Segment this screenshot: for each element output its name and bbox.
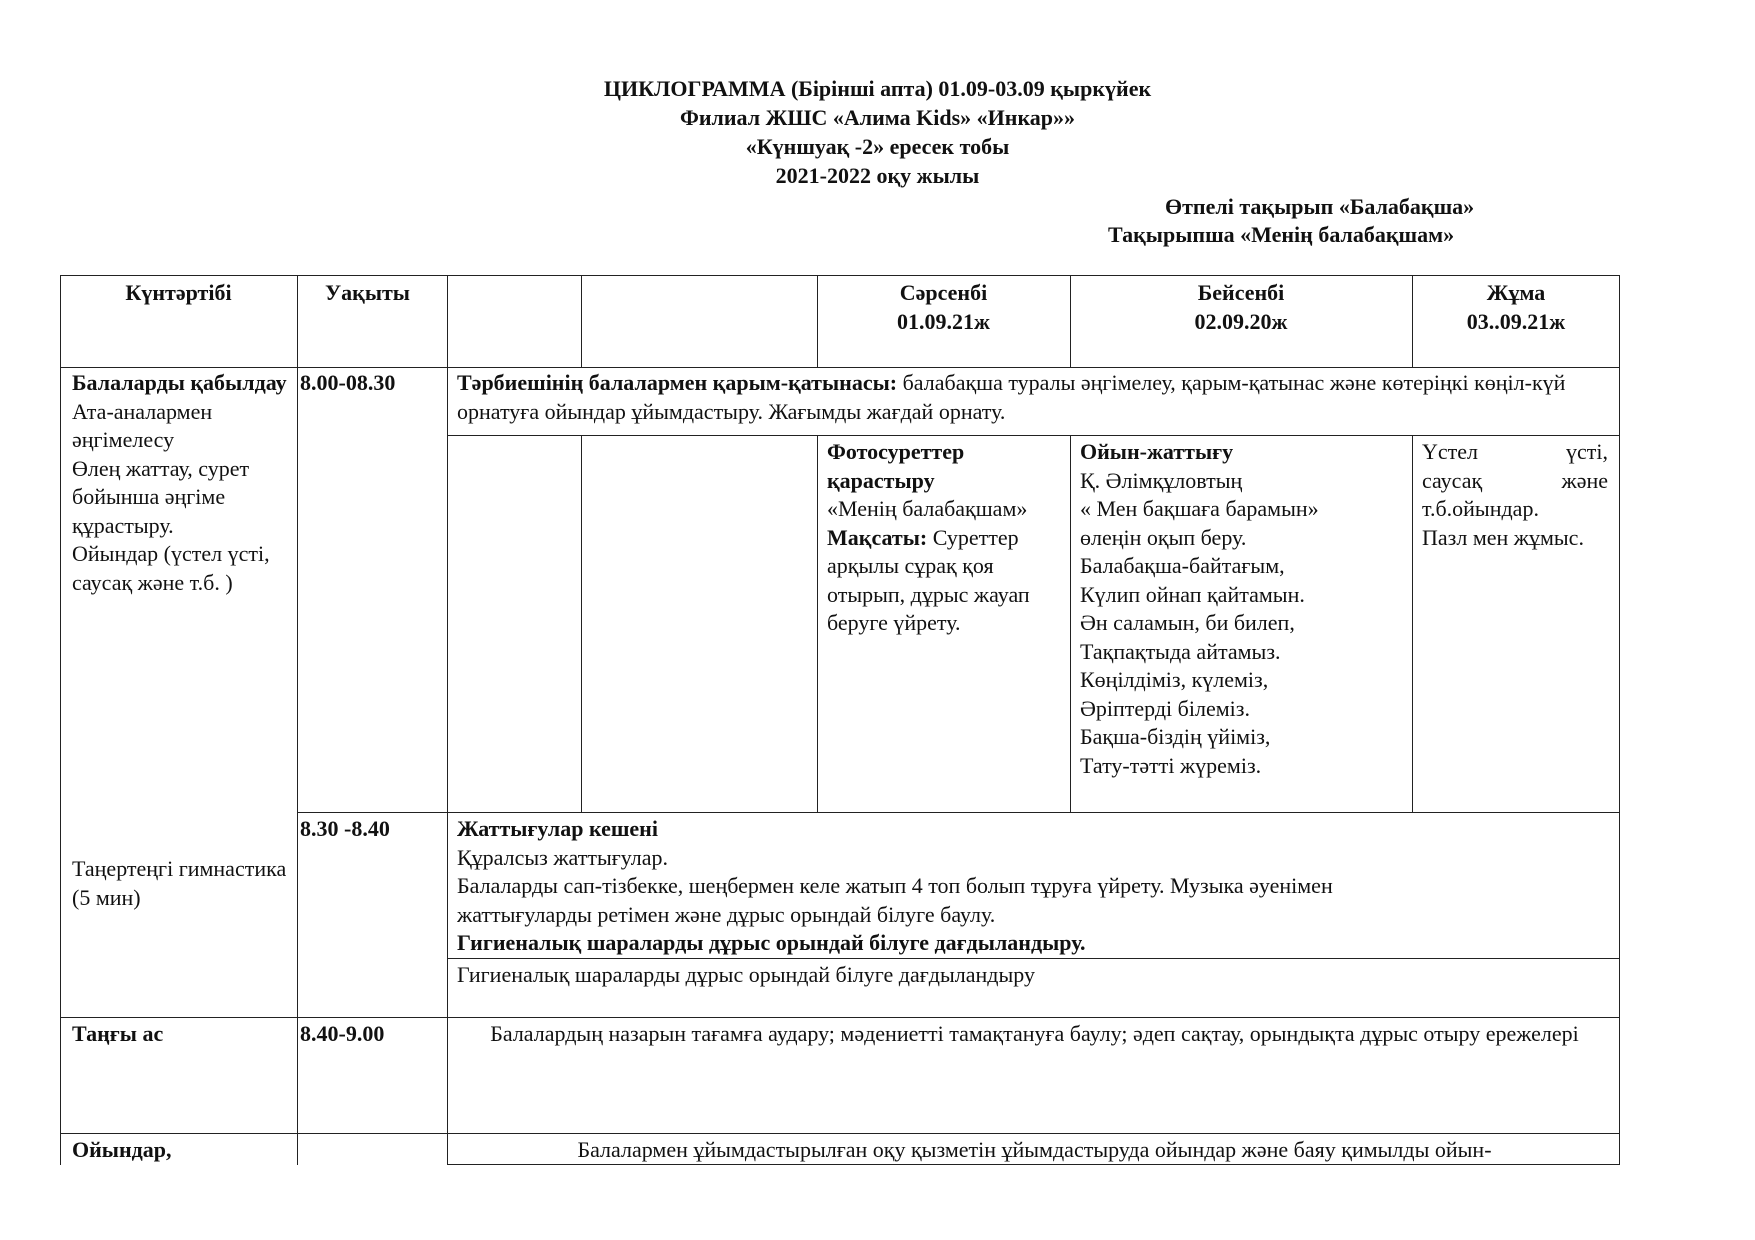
col-divider-fri-body — [1412, 435, 1413, 812]
table-border-top — [60, 275, 1620, 276]
wednesday-day: Сәрсенбі — [899, 280, 988, 305]
gymnastics-heading: Жаттығулар кешені — [457, 816, 658, 841]
row-divider-breakfast — [60, 1133, 1620, 1134]
doc-subtheme: Тақырыпша «Менің балабақшам» — [1108, 222, 1455, 247]
gymnastics-schedule-cell: Таңертеңгі гимнастика (5 мин) — [72, 856, 287, 910]
general-interaction-title: Тәрбиешінің балалармен қарым-қатынасы: — [457, 370, 898, 395]
row-divider-bottom — [447, 1164, 1620, 1165]
friday-date: 03..09.21ж — [1466, 308, 1566, 334]
reception-note: Ата-аналармен әңгімелесу — [72, 398, 213, 452]
col-divider-wed-body — [817, 435, 818, 812]
poem-line: Әріптерді білеміз. — [1080, 695, 1250, 721]
wednesday-activity-goal — [827, 524, 1065, 638]
goal-label: Мақсаты: — [827, 524, 928, 550]
col-divider-thu-body — [1070, 435, 1071, 812]
col-header-schedule: Күнтәртібі — [125, 280, 232, 305]
friday-line: т.б.ойындар. — [1422, 496, 1539, 521]
games-title: Ойындар, — [72, 1137, 172, 1162]
poem-line: Бақша-біздің үйіміз, — [1080, 724, 1271, 749]
gymnastics-time: 8.30 -8.40 — [300, 816, 390, 841]
wednesday-activity — [827, 438, 1065, 638]
friday-activity — [1422, 438, 1608, 552]
goal-text: Суреттер арқылы сұрақ қоя отырып, дұрыс жауап беруге үйрету. — [827, 524, 1030, 635]
col-divider-b-body — [581, 435, 582, 812]
gymnastics-bold-line: Гигиеналық шараларды дұрыс орындай білуге дағдыландыру. — [457, 930, 1086, 955]
poem-line: Күлип ойнап қайтамын. — [1080, 581, 1305, 607]
poem-line: « Мен бақшаға барамын» — [1080, 496, 1319, 521]
gymnastics-line: Құралсыз жаттығулар. — [457, 844, 669, 870]
row-divider-gym — [447, 958, 1620, 959]
friday-line: Пазл мен жұмыс. — [1422, 524, 1584, 550]
breakfast-time: 8.40-9.00 — [300, 1021, 385, 1046]
row-divider-general — [447, 435, 1620, 436]
table-border-left — [60, 275, 61, 1165]
games-text: Балалармен ұйымдастырылған оқу қызметін ұйымдастыруда ойындар және баяу қимылды ойын- — [577, 1137, 1492, 1162]
reception-note: Өлең жаттау, сурет бойынша әңгіме құрастыру. — [72, 455, 250, 538]
gymnastics-line: Балаларды сап-тізбекке, шеңбермен келе жатып 4 топ болып тұруға үйрету. Музыка әуенімен жаттығуларды ретімен және дұрыс орындай білуге баулу. — [457, 873, 1333, 927]
poem-line: өлеңін оқып беру. — [1080, 524, 1247, 550]
breakfast-title: Таңғы ас — [72, 1021, 164, 1046]
reception-title: Балаларды қабылдау — [72, 370, 287, 395]
col-divider-b-header — [581, 275, 582, 367]
poem-line: Көңілдіміз, күлеміз, — [1080, 667, 1269, 692]
col-header-wednesday — [817, 279, 1070, 336]
thursday-activity — [1080, 438, 1410, 780]
friday-day: Жұма — [1486, 280, 1546, 305]
thursday-day: Бейсенбі — [1197, 280, 1285, 305]
col-divider-time — [297, 275, 298, 1165]
general-interaction — [457, 369, 1607, 426]
hygiene-text: Гигиеналық шараларды дұрыс орындай білуге дағдыландыру — [457, 962, 1035, 987]
poem-line: Балабақша-байтағым, — [1080, 553, 1285, 578]
thursday-activity-title: Ойын-жаттығу — [1080, 439, 1234, 464]
friday-line: саусақ және — [1422, 467, 1608, 493]
doc-year: 2021-2022 оқу жылы — [775, 163, 980, 188]
col-header-time: Уақыты — [325, 280, 410, 305]
doc-group: «Күншуақ -2» ересек тобы — [745, 134, 1010, 159]
wednesday-date: 01.09.21ж — [897, 308, 990, 334]
poem-line: Тақпақтыда айтамыз. — [1080, 638, 1281, 664]
col-divider-content — [447, 275, 448, 1165]
poem-line: Ән саламын, би билеп, — [1080, 610, 1295, 635]
reception-note: Ойындар (үстел үсті, саусақ және т.б. ) — [72, 541, 270, 595]
thursday-date: 02.09.20ж — [1194, 308, 1288, 334]
poem-line: Тату-тәтті жүреміз. — [1080, 752, 1262, 778]
reception-time: 8.00-08.30 — [300, 370, 396, 395]
col-header-friday — [1412, 279, 1620, 336]
row-divider-header — [60, 367, 1620, 368]
breakfast-text: Балалардың назарын тағамға аудару; мәдениетті тамақтануға баулу; әдеп сақтау, орындықта дұрыс отыру ережелері — [490, 1021, 1579, 1046]
poem-line: Қ. Әлімқұловтың — [1080, 467, 1243, 493]
doc-title: ЦИКЛОГРАММА (Бірінші апта) 01.09-03.09 қыркүйек — [603, 76, 1152, 101]
general-interaction-text: балабақша туралы әңгімелеу, қарым-қатынас және көтеріңкі көңіл-күй орнатуға ойындар ұйымдастыру. Жағымды жағдай орнату. — [457, 370, 1566, 424]
col-header-thursday — [1070, 279, 1412, 336]
friday-line: Үстел үсті, — [1422, 439, 1608, 464]
table-border-right — [1619, 275, 1620, 1165]
doc-branch: Филиал ЖШС «Алима Kids» «Инкар»» — [679, 105, 1076, 130]
schedule-table — [60, 275, 1620, 1165]
doc-theme: Өтпелі тақырып «Балабақша» — [1165, 194, 1475, 219]
wednesday-activity-title: Фотосуреттер қарастыру — [827, 439, 965, 493]
reception-schedule-cell — [72, 369, 297, 597]
gymnastics-content — [457, 815, 1457, 958]
wednesday-activity-quote: «Менің балабақшам» — [827, 496, 1028, 521]
row-divider-activities — [297, 812, 1620, 813]
row-divider-hygiene — [60, 1017, 1620, 1018]
